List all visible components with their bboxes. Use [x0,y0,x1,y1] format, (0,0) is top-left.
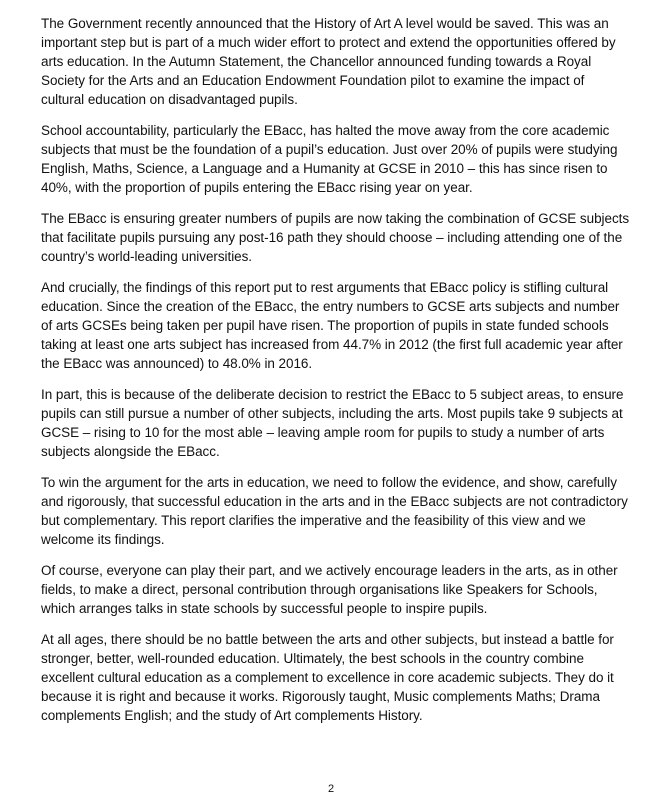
paragraph-everyone-can-play: Of course, everyone can play their part, and we actively encourage leaders in the arts, as in other fields, to make a direct, personal contribution through organisations like Speakers for Schools, which arranges talks in state schools by successful people to inspire pupils. [41,563,618,616]
page-number: 2 [327,783,335,795]
paragraph-school-accountability: School accountability, particularly the EBacc, has halted the move away from the core academic subjects that must be the foundation of a pupil’s education. Just over 20% of pupils were studying English, Maths, Science, a Language and a Humanity at GCSE in 2010 – this has since risen to 40%, with the proportion of pupils entering the EBacc rising year on year. [41,123,618,195]
paragraph-argument-for-arts: To win the argument for the arts in education, we need to follow the evidence, and show, carefully and rigorously, that successful education in the arts and in the EBacc subjects are not contradictory but complementary. This report clarifies the imperative and the feasibility of this view and we welcome its findings. [41,475,628,547]
paragraph-report-findings: And crucially, the findings of this report put to rest arguments that EBacc policy is stifling cultural education. Since the creation of the EBacc, the entry numbers to GCSE arts subjects and number of arts GCSEs being taken per pupil have risen. The proportion of pupils in state funded schools taking at least one arts subject has increased from 44.7% in 2012 (the first full academic year after the EBacc was announced) to 48.0% in 2016. [41,280,623,371]
paragraph-subject-areas: In part, this is because of the deliberate decision to restrict the EBacc to 5 subject areas, to ensure pupils can still pursue a number of other subjects, including the arts. Most pupils take 9 subjects at GCSE – rising to 10 for the most able – leaving ample room for pupils to study a number of arts subjects alongside the EBacc. [41,387,624,459]
paragraph-no-battle: At all ages, there should be no battle between the arts and other subjects, but instead a battle for stronger, better, well-rounded education. Ultimately, the best schools in the country combine excellent cultural education as a complement to excellence in core academic subjects. They do it because it is right and because it works. Rigorously taught, Music complements Maths; Drama complements English; and the study of Art complements History. [41,632,614,723]
paragraph-history-of-art: The Government recently announced that the History of Art A level would be saved. This was an important step but is part of a much wider effort to protect and extend the opportunities offered by arts education. In the Autumn Statement, the Chancellor announced funding towards a Royal Society for the Arts and an Education Endowment Foundation pilot to examine the impact of cultural education on disadvantaged pupils. [41,16,616,107]
document-body [41,14,631,737]
paragraph-ebacc-combination: The EBacc is ensuring greater numbers of pupils are now taking the combination of GCSE subjects that facilitate pupils pursuing any post-16 path they should choose – including attending one of the country’s world-leading universities. [41,211,630,264]
